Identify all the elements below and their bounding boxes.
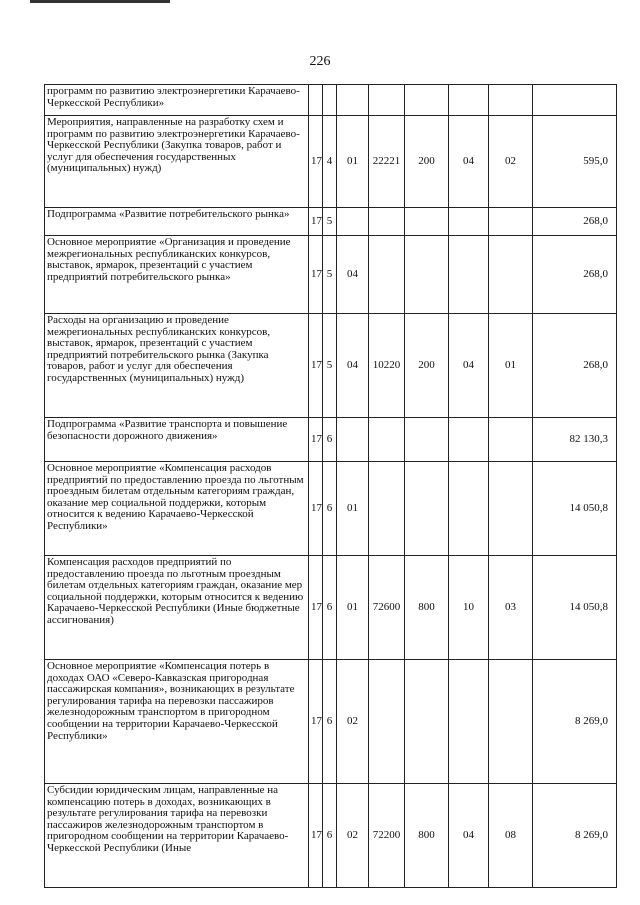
table-row (45, 462, 617, 556)
cell-c3: 01 (337, 556, 369, 660)
cell-c3: 01 (337, 462, 369, 556)
cell-c4: 10220 (369, 314, 405, 418)
cell-c4: 72200 (369, 784, 405, 888)
table-row (45, 236, 617, 314)
cell-c4 (369, 660, 405, 784)
cell-c4: 22221 (369, 116, 405, 208)
cell-c5: 800 (405, 556, 449, 660)
cell-c2: 6 (323, 418, 337, 462)
row-name: Основное мероприятие «Компенсация потерь в доходах ОАО «Северо-Кавказская пригородная пассажирская компания», возникающих в результате регулирования тарифа на перевозки пассажиров железнодорожным транспортом в пригородном сообщении на территории Карачаево-Черкесской Республики» (45, 660, 309, 784)
cell-c7 (489, 660, 533, 784)
cell-c7 (489, 85, 533, 116)
cell-c6: 10 (449, 556, 489, 660)
cell-c6: 04 (449, 116, 489, 208)
cell-c1: 17 (309, 462, 323, 556)
cell-c2: 6 (323, 556, 337, 660)
row-name: Расходы на организацию и проведение межрегиональных республиканских конкурсов, выставок, ярмарок, презентаций с участием предприятий потребительского рынка (Закупка товаров, работ и услуг для обеспечения государственных (муниципальных) нужд) (45, 314, 309, 418)
cell-c6: 04 (449, 314, 489, 418)
cell-c2: 4 (323, 116, 337, 208)
cell-c5: 200 (405, 116, 449, 208)
cell-c2: 5 (323, 236, 337, 314)
cell-c2: 5 (323, 208, 337, 236)
cell-c5 (405, 208, 449, 236)
cell-c1: 17 (309, 784, 323, 888)
cell-c1: 17 (309, 236, 323, 314)
cell-c3: 01 (337, 116, 369, 208)
table-row (45, 660, 617, 784)
cell-c3: 04 (337, 236, 369, 314)
cell-c7 (489, 418, 533, 462)
cell-c6: 04 (449, 784, 489, 888)
table-row (45, 418, 617, 462)
top-edge-line (30, 0, 170, 3)
cell-c2: 6 (323, 462, 337, 556)
cell-c1: 17 (309, 116, 323, 208)
row-name: Компенсация расходов предприятий по предоставлению проезда по льготным проездным билетам отдельных категориям граждан, оказание мер социальной поддержки, которым относится к ведению Карачаево-Черкесской Республики (Иные бюджетные ассигнования) (45, 556, 309, 660)
cell-sum (533, 85, 617, 116)
cell-c4 (369, 462, 405, 556)
cell-sum: 8 269,0 (533, 660, 617, 784)
cell-c1: 17 (309, 314, 323, 418)
table-row (45, 208, 617, 236)
budget-table (44, 84, 617, 888)
cell-c1: 17 (309, 208, 323, 236)
cell-c3 (337, 85, 369, 116)
cell-c6 (449, 660, 489, 784)
row-name: Основное мероприятие «Компенсация расходов предприятий по предоставлению проезда по льготным проездным билетам отдельным категориям граждан, оказание мер социальной поддержки, которым относится к ведению Карачаево-Черкесской Республики» (45, 462, 309, 556)
cell-sum: 268,0 (533, 236, 617, 314)
cell-c6 (449, 85, 489, 116)
cell-c5 (405, 462, 449, 556)
row-name: Мероприятия, направленные на разработку схем и программ по развитию электроэнергетики Карачаево-Черкесской Республики (Закупка товаров, работ и услуг для обеспечения государственных (муниципальных) нужд) (45, 116, 309, 208)
cell-c7: 01 (489, 314, 533, 418)
cell-sum: 14 050,8 (533, 556, 617, 660)
cell-c2 (323, 85, 337, 116)
table-row (45, 85, 617, 116)
cell-c7: 02 (489, 116, 533, 208)
cell-sum: 8 269,0 (533, 784, 617, 888)
cell-c7 (489, 462, 533, 556)
cell-c1: 17 (309, 418, 323, 462)
cell-c2: 5 (323, 314, 337, 418)
cell-c3: 02 (337, 660, 369, 784)
cell-c6 (449, 462, 489, 556)
table-row (45, 556, 617, 660)
cell-c4 (369, 418, 405, 462)
cell-c5: 200 (405, 314, 449, 418)
cell-c6 (449, 208, 489, 236)
cell-c4: 72600 (369, 556, 405, 660)
cell-sum: 82 130,3 (533, 418, 617, 462)
cell-sum: 595,0 (533, 116, 617, 208)
cell-c4 (369, 236, 405, 314)
cell-c5: 800 (405, 784, 449, 888)
cell-c1: 17 (309, 556, 323, 660)
cell-c7: 03 (489, 556, 533, 660)
cell-c7 (489, 208, 533, 236)
cell-c5 (405, 418, 449, 462)
row-name: Основное мероприятие «Организация и проведение межрегиональных республиканских конкурсов, выставок, ярмарок, презентаций с участием предприятий потребительского рынка» (45, 236, 309, 314)
cell-c2: 6 (323, 784, 337, 888)
row-name: Подпрограмма «Развитие транспорта и повышение безопасности дорожного движения» (45, 418, 309, 462)
row-name: программ по развитию электроэнергетики Карачаево-Черкесской Республики» (45, 85, 309, 116)
row-name: Подпрограмма «Развитие потребительского рынка» (45, 208, 309, 236)
cell-c3 (337, 208, 369, 236)
table-row (45, 116, 617, 208)
cell-c7: 08 (489, 784, 533, 888)
cell-c4 (369, 85, 405, 116)
cell-c3: 04 (337, 314, 369, 418)
cell-c5 (405, 660, 449, 784)
cell-c1 (309, 85, 323, 116)
page-number: 226 (309, 54, 331, 69)
cell-c6 (449, 236, 489, 314)
table-row (45, 784, 617, 888)
cell-c2: 6 (323, 660, 337, 784)
cell-sum: 14 050,8 (533, 462, 617, 556)
cell-c7 (489, 236, 533, 314)
cell-c6 (449, 418, 489, 462)
cell-c3 (337, 418, 369, 462)
cell-c1: 17 (309, 660, 323, 784)
cell-c3: 02 (337, 784, 369, 888)
row-name: Субсидии юридическим лицам, направленные на компенсацию потерь в доходах, возникающих в результате регулирования тарифа на перевозки пассажиров железнодорожным транспортом в пригородном сообщении на территории Карачаево-Черкесской Республики (Иные (45, 784, 309, 888)
cell-sum: 268,0 (533, 208, 617, 236)
cell-c4 (369, 208, 405, 236)
cell-sum: 268,0 (533, 314, 617, 418)
cell-c5 (405, 85, 449, 116)
cell-c5 (405, 236, 449, 314)
table-row (45, 314, 617, 418)
